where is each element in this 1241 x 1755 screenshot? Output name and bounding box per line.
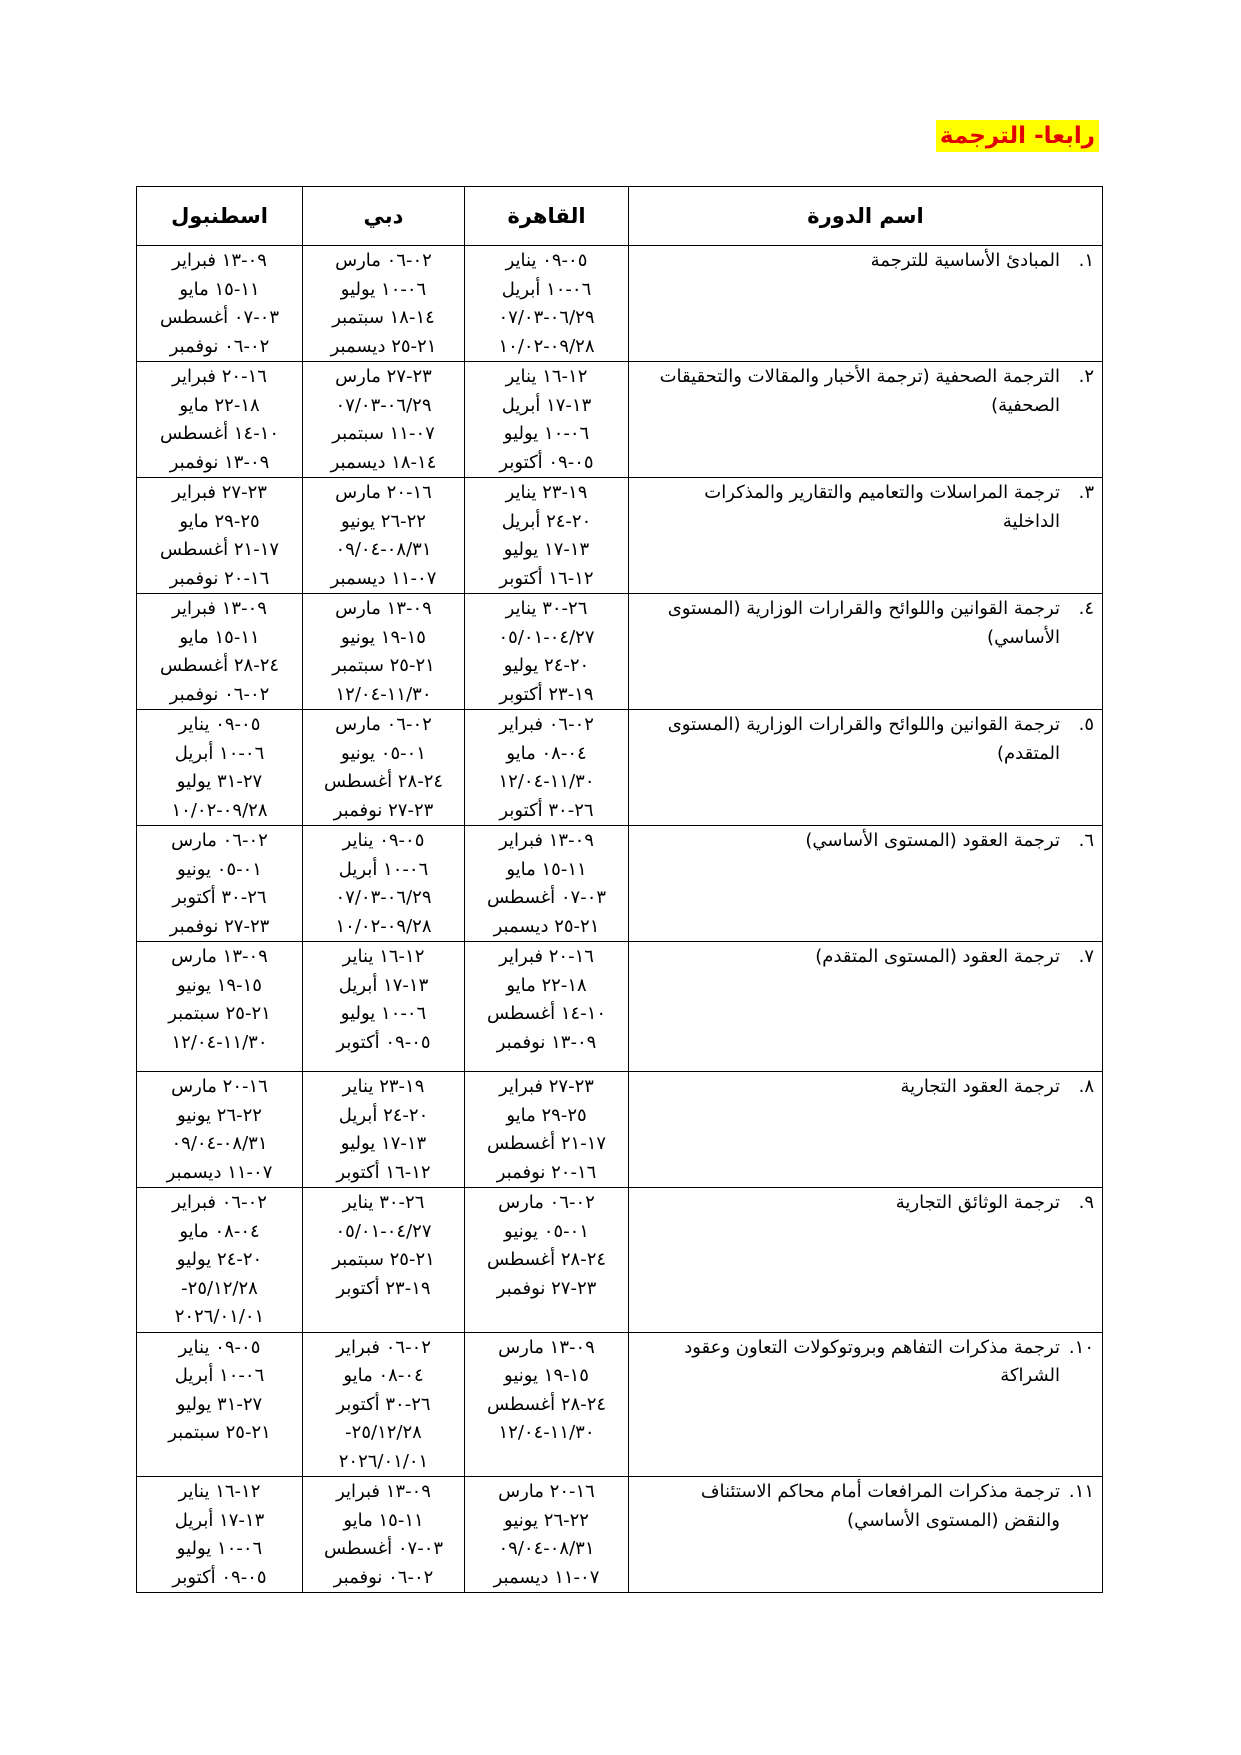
date-range: ١٥-١٩ يونيو [504, 1365, 589, 1386]
course-name [659, 711, 1094, 768]
date-range: ٢٥-٢٩ مايو [506, 1104, 587, 1126]
date-range: ١١/٣٠-١٢/٠٤ [498, 771, 595, 792]
date-range: ١٩-٢٣ أكتوبر [336, 1277, 431, 1299]
date-range: ١٦-٢٠ مارس [171, 1076, 268, 1097]
course-name [659, 479, 1094, 536]
date-range: ٢٠-٢٤ يوليو [176, 1249, 263, 1270]
date-range: ١١-١٥ مايو [506, 858, 587, 880]
date-range: ٠٩-١٣ مارس [335, 598, 432, 619]
course-title: ترجمة الوثائق التجارية [895, 1192, 1060, 1213]
date-range: ٢٣-٢٧ مارس [335, 366, 432, 387]
table-row [137, 942, 1103, 1072]
date-range: ١١/٣٠-١٢/٠٤ [498, 1422, 595, 1443]
dubai-dates-cell [303, 1477, 465, 1593]
date-range: ٢٥/١٢/٢٨- [345, 1422, 422, 1443]
dubai-dates-cell [303, 362, 465, 478]
istanbul-dates-cell [137, 1332, 303, 1477]
date-range: ٠٢-٠٦ فبراير [172, 1192, 267, 1213]
date-range: ٠٥-٠٩ أكتوبر [336, 1031, 431, 1053]
course-number: ٤. [1078, 598, 1094, 619]
date-range: ٢١-٢٥ ديسمبر [330, 335, 437, 357]
date-range: ٠١-٠٥ يونيو [504, 1220, 589, 1242]
course-name-cell [629, 826, 1103, 942]
date-range: ٢٥-٢٩ مايو [179, 510, 260, 532]
date-range: ١٢-١٦ أكتوبر [499, 567, 594, 589]
date-range: ١٤-١٨ ديسمبر [330, 451, 437, 473]
date-range: ١٧-٢١ أغسطس [159, 539, 280, 560]
date-range: ١٤-١٨ سبتمبر [332, 307, 435, 328]
table-row [137, 594, 1103, 710]
cairo-dates-cell [465, 362, 629, 478]
cairo-dates-cell [465, 1188, 629, 1333]
header-istanbul: اسطنبول [137, 187, 303, 246]
istanbul-dates-cell [137, 362, 303, 478]
date-range: ١٦-٢٠ مارس [335, 482, 432, 503]
dubai-dates-cell [303, 594, 465, 710]
cairo-dates-cell [465, 710, 629, 826]
date-range: ٠٦-١٠ أبريل [338, 858, 429, 880]
istanbul-dates-cell [137, 1477, 303, 1593]
date-range: ١١/٣٠-١٢/٠٤ [335, 683, 432, 705]
date-range: ٢١-٢٥ سبتمبر [168, 1003, 271, 1024]
course-number: ٦. [1078, 830, 1094, 851]
header-cairo: القاهرة [465, 187, 629, 246]
date-range: ٠٢-٠٦ مارس [335, 250, 432, 271]
date-range: ١٨-٢٢ مايو [506, 974, 587, 996]
date-range: ٢٠٢٦/٠١/٠١ [338, 1450, 429, 1472]
date-range: ١٢-١٦ يناير [342, 946, 425, 967]
date-range: ٠٦-١٠ يوليو [503, 423, 590, 444]
course-name [659, 1334, 1094, 1391]
cairo-dates-cell [465, 478, 629, 594]
date-range: ٠١-٠٥ يونيو [177, 858, 262, 880]
cairo-dates-cell [465, 1477, 629, 1593]
istanbul-dates-cell [137, 594, 303, 710]
course-name [659, 1189, 1094, 1218]
date-range: ٠٥-٠٩ أكتوبر [172, 1566, 267, 1588]
table-row [137, 826, 1103, 942]
date-range: ٠٦/٢٩-٠٧/٠٣ [498, 307, 595, 328]
cairo-dates-cell [465, 826, 629, 942]
header-course-name: اسم الدورة [629, 187, 1103, 246]
date-range: ٠٥-٠٩ أكتوبر [499, 451, 594, 473]
table-header-row [137, 187, 1103, 246]
date-range: ٠٨/٣١-٠٩/٠٤ [171, 1133, 268, 1154]
date-range: ١٣-١٧ يوليو [503, 539, 590, 560]
date-range: ٠٢-٠٦ نوفمبر [169, 335, 270, 357]
dubai-dates-cell [303, 942, 465, 1072]
table-row [137, 1188, 1103, 1333]
date-range: ٠٧-١١ سبتمبر [332, 423, 435, 444]
date-range: ٠٣-٠٧ أغسطس [486, 887, 607, 908]
date-range: ١٥-١٩ يونيو [177, 974, 262, 996]
course-title: ترجمة مذكرات المرافعات أمام محاكم الاستئناف والنقض (المستوى الأساسي) [700, 1481, 1060, 1531]
date-range: ٠٤/٢٧-٠٥/٠١ [498, 626, 595, 648]
date-range: ٢٥/١٢/٢٨- [181, 1277, 258, 1299]
date-range: ٠٩-١٣ فبراير [336, 1481, 431, 1502]
dubai-dates-cell [303, 1072, 465, 1188]
section-title: رابعا- الترجمة [936, 120, 1099, 152]
course-name-cell [629, 246, 1103, 362]
course-name-cell [629, 1332, 1103, 1477]
istanbul-dates-cell [137, 1188, 303, 1333]
date-range: ٢١-٢٥ سبتمبر [168, 1422, 271, 1443]
date-range: ٠٩-١٣ فبراير [172, 598, 267, 619]
date-range: ٢٦-٣٠ أكتوبر [172, 887, 267, 908]
date-range: ٢١-٢٥ ديسمبر [493, 915, 600, 937]
course-name-cell [629, 1188, 1103, 1333]
course-title: ترجمة العقود (المستوى المتقدم) [815, 946, 1060, 967]
course-title: ترجمة العقود التجارية [900, 1076, 1060, 1097]
date-range: ١١/٣٠-١٢/٠٤ [171, 1031, 268, 1053]
date-range: ٢٣-٢٧ فبراير [172, 482, 267, 503]
date-range: ٢٤-٢٨ أغسطس [486, 1393, 607, 1415]
date-range: ٠٦-١٠ أبريل [174, 742, 265, 764]
date-range: ٠٢-٠٦ فبراير [336, 1336, 431, 1358]
course-number: ٨. [1078, 1076, 1094, 1097]
date-range: ١٧-٢١ أغسطس [486, 1133, 607, 1154]
date-range: ٠٦-١٠ يوليو [176, 1538, 263, 1559]
dubai-dates-cell [303, 478, 465, 594]
date-range: ٠٥-٠٩ يناير [505, 250, 588, 271]
date-range: ٠٥-٠٩ يناير [178, 714, 261, 735]
course-title: ترجمة القوانين واللوائح والقرارات الوزارية (المستوى المتقدم) [667, 714, 1060, 764]
date-range: ٠٤-٠٨ مايو [179, 1220, 260, 1242]
course-name-cell [629, 1477, 1103, 1593]
date-range: ٠٢-٠٦ نوفمبر [169, 683, 270, 705]
date-range: ٢٧-٣١ يوليو [176, 771, 263, 792]
course-name-cell [629, 478, 1103, 594]
date-range: ٠٢-٠٦ نوفمبر [333, 1566, 434, 1588]
date-range: ٠٦-١٠ أبريل [501, 278, 592, 300]
date-range: ١١-١٥ مايو [179, 278, 260, 300]
course-schedule-table [136, 186, 1103, 1593]
date-range: ١٦-٢٠ مارس [498, 1481, 595, 1502]
istanbul-dates-cell [137, 710, 303, 826]
date-range: ٢٦-٣٠ أكتوبر [499, 799, 594, 821]
date-range: ٠٥-٠٩ يناير [342, 830, 425, 851]
course-title: الترجمة الصحفية (ترجمة الأخبار والمقالات والتحقيقات الصحفية) [659, 366, 1060, 416]
date-range: ٢٠-٢٤ أبريل [338, 1104, 429, 1126]
date-range: ٠٢-٠٦ فبراير [499, 714, 594, 735]
course-name [659, 595, 1094, 652]
course-name [659, 827, 1094, 856]
date-range: ١٩-٢٣ أكتوبر [499, 683, 594, 705]
date-range: ٢٢-٢٦ يونيو [504, 1509, 589, 1531]
cairo-dates-cell [465, 246, 629, 362]
date-range: ٠٦/٢٩-٠٧/٠٣ [335, 394, 432, 416]
date-range: ١٢-١٦ أكتوبر [336, 1161, 431, 1183]
date-range: ٢٤-٢٨ أغسطس [486, 1249, 607, 1270]
date-range: ٢٦-٣٠ يناير [505, 598, 588, 619]
course-name [659, 1073, 1094, 1102]
date-range: ٢٢-٢٦ يونيو [177, 1104, 262, 1126]
date-range: ٠١-٠٥ يونيو [341, 742, 426, 764]
date-range: ٢١-٢٥ سبتمبر [332, 655, 435, 676]
table-row [137, 1072, 1103, 1188]
dubai-dates-cell [303, 1332, 465, 1477]
date-range: ١٦-٢٠ فبراير [499, 946, 594, 967]
date-range: ١٦-٢٠ نوفمبر [169, 567, 270, 589]
date-range: ٢٤-٢٨ أغسطس [159, 655, 280, 676]
istanbul-dates-cell [137, 826, 303, 942]
table-row [137, 478, 1103, 594]
date-range: ٠٧-١١ ديسمبر [166, 1161, 273, 1183]
date-range: ١٠-١٤ أغسطس [159, 423, 280, 444]
date-range: ١٣-١٧ أبريل [338, 974, 429, 996]
course-name-cell [629, 942, 1103, 1072]
course-title: المبادئ الأساسية للترجمة [870, 250, 1060, 271]
date-range: ٠٩-١٣ فبراير [172, 250, 267, 271]
date-range: ٠٩-١٣ نوفمبر [496, 1031, 597, 1053]
date-range: ٠٢-٠٦ مارس [171, 830, 268, 851]
date-range: ١٩-٢٣ يناير [505, 482, 588, 503]
course-number: ٥. [1078, 714, 1094, 735]
date-range: ٢١-٢٥ سبتمبر [332, 1249, 435, 1270]
date-range: ٠٤-٠٨ مايو [343, 1365, 424, 1386]
date-range: ٢٣-٢٧ نوفمبر [496, 1277, 597, 1299]
course-number: ١١. [1068, 1481, 1094, 1502]
cairo-dates-cell [465, 1332, 629, 1477]
date-range: ٠٦/٢٩-٠٧/٠٣ [335, 887, 432, 908]
table-row [137, 1332, 1103, 1477]
date-range: ٢٠-٢٤ يوليو [503, 655, 590, 676]
course-name [659, 363, 1094, 420]
date-range: ٠٢-٠٦ مارس [498, 1192, 595, 1213]
date-range: ٢٧-٣١ يوليو [176, 1393, 263, 1415]
date-range: ٢٠٢٦/٠١/٠١ [174, 1306, 265, 1327]
date-range: ١٠-١٤ أغسطس [486, 1003, 607, 1024]
table-body [137, 246, 1103, 1593]
course-number: ١. [1078, 250, 1094, 271]
date-range: ١٣-١٧ يوليو [340, 1133, 427, 1154]
course-name [659, 1478, 1094, 1535]
date-range: ٠٩/٢٨-١٠/٠٢ [498, 335, 595, 357]
course-name-cell [629, 710, 1103, 826]
course-title: ترجمة القوانين واللوائح والقرارات الوزارية (المستوى الأساسي) [667, 598, 1060, 648]
date-range: ٠٧-١١ ديسمبر [330, 567, 437, 589]
date-range: ٠٣-٠٧ أغسطس [323, 1538, 444, 1559]
dubai-dates-cell [303, 246, 465, 362]
date-range: ٢٢-٢٦ يونيو [341, 510, 426, 532]
date-range: ٠٧-١١ ديسمبر [493, 1566, 600, 1588]
cairo-dates-cell [465, 942, 629, 1072]
cairo-dates-cell [465, 1072, 629, 1188]
course-name [659, 943, 1094, 972]
date-range: ٠٩-١٣ مارس [171, 946, 268, 967]
date-range: ٠٣-٠٧ أغسطس [159, 307, 280, 328]
course-number: ٢. [1078, 366, 1094, 387]
date-range: ١٥-١٩ يونيو [341, 626, 426, 648]
course-name-cell [629, 594, 1103, 710]
date-range: ١١-١٥ مايو [343, 1509, 424, 1531]
dubai-dates-cell [303, 826, 465, 942]
date-range: ١٢-١٦ يناير [505, 366, 588, 387]
date-range: ٠٤-٠٨ مايو [506, 742, 587, 764]
course-title: ترجمة المراسلات والتعاميم والتقارير والمذكرات الداخلية [704, 482, 1060, 532]
course-number: ٩. [1078, 1192, 1094, 1213]
istanbul-dates-cell [137, 478, 303, 594]
date-range: ٠٢-٠٦ مارس [335, 714, 432, 735]
course-number: ٧. [1078, 946, 1094, 967]
istanbul-dates-cell [137, 1072, 303, 1188]
dubai-dates-cell [303, 1188, 465, 1333]
date-range: ٢٦-٣٠ أكتوبر [336, 1393, 431, 1415]
date-range: ٠٩/٢٨-١٠/٠٢ [171, 799, 268, 821]
table-row [137, 1477, 1103, 1593]
date-range: ١٣-١٧ أبريل [174, 1509, 265, 1531]
cairo-dates-cell [465, 594, 629, 710]
istanbul-dates-cell [137, 246, 303, 362]
date-range: ٢٦-٣٠ يناير [342, 1192, 425, 1213]
date-range: ٠٨/٣١-٠٩/٠٤ [335, 539, 432, 560]
date-range: ١٦-٢٠ فبراير [172, 366, 267, 387]
dubai-dates-cell [303, 710, 465, 826]
date-range: ٠٦-١٠ أبريل [174, 1365, 265, 1386]
course-title: ترجمة مذكرات التفاهم وبروتوكولات التعاون وعقود الشراكة [684, 1336, 1060, 1386]
table-row [137, 710, 1103, 826]
date-range: ١٢-١٦ يناير [178, 1481, 261, 1502]
date-range: ٢٣-٢٧ نوفمبر [169, 915, 270, 937]
table-row [137, 362, 1103, 478]
date-range: ٠٦-١٠ يوليو [340, 1003, 427, 1024]
date-range: ٠٥-٠٩ يناير [178, 1336, 261, 1358]
course-number: ٣. [1078, 482, 1094, 503]
istanbul-dates-cell [137, 942, 303, 1072]
date-range: ٠٩-١٣ مارس [498, 1336, 595, 1358]
course-name-cell [629, 362, 1103, 478]
date-range: ١٣-١٧ أبريل [501, 394, 592, 416]
date-range: ٠٦-١٠ يوليو [340, 278, 427, 300]
date-range: ٢٠-٢٤ أبريل [501, 510, 592, 532]
header-dubai: دبي [303, 187, 465, 246]
course-number: ١٠. [1068, 1336, 1094, 1358]
date-range: ٢٣-٢٧ نوفمبر [333, 799, 434, 821]
date-range: ٢٤-٢٨ أغسطس [323, 771, 444, 792]
date-range: ١٩-٢٣ يناير [342, 1076, 425, 1097]
date-range: ٠٤/٢٧-٠٥/٠١ [335, 1220, 432, 1242]
date-range: ٢٣-٢٧ فبراير [499, 1076, 594, 1097]
date-range: ١٨-٢٢ مايو [179, 394, 260, 416]
date-range: ١٦-٢٠ نوفمبر [496, 1161, 597, 1183]
date-range: ١١-١٥ مايو [179, 626, 260, 648]
date-range: ٠٩/٢٨-١٠/٠٢ [335, 915, 432, 937]
date-range: ٠٩-١٣ نوفمبر [169, 451, 270, 473]
course-name [659, 247, 1094, 276]
course-title: ترجمة العقود (المستوى الأساسي) [805, 830, 1060, 851]
date-range: ٠٩-١٣ فبراير [499, 830, 594, 851]
course-name-cell [629, 1072, 1103, 1188]
table-row [137, 246, 1103, 362]
date-range: ٠٨/٣١-٠٩/٠٤ [498, 1538, 595, 1559]
